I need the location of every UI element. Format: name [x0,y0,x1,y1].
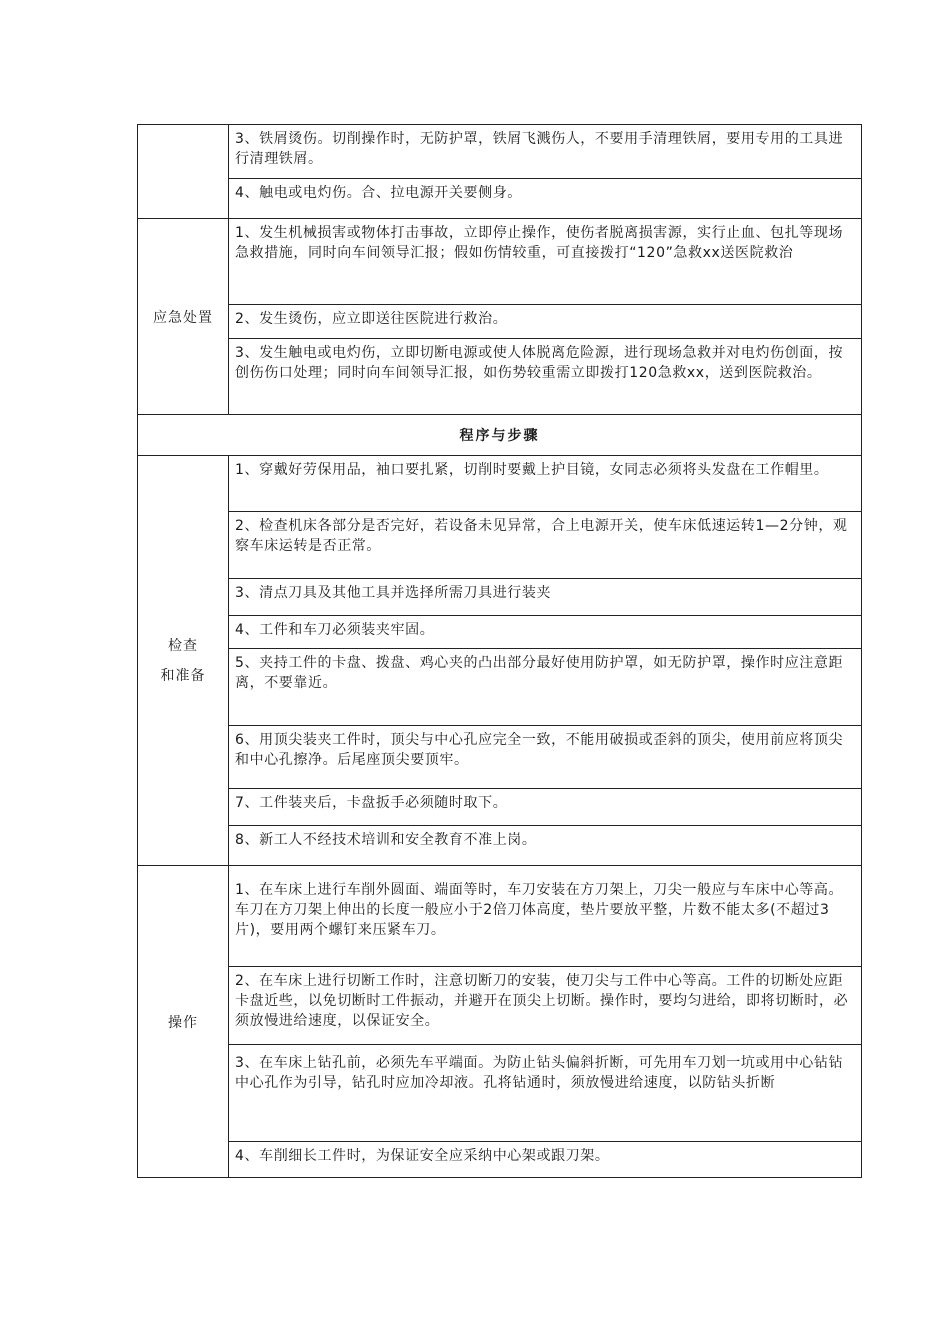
operation-item-3: 3、在车床上钻孔前，必须先车平端面。为防止钻头偏斜折断，可先用车刀划一坑或用中心钻钻中心孔作为引导，钻孔时应加冷却液。孔将钻通时，须放慢进给速度，以防钻头折断 [229,1045,862,1142]
table-row [138,649,862,726]
emergency-item-1: 1、发生机械损害或物体打击事故，立即停止操作，使伤者脱离损害源，实行止血、包扎等现场急救措施，同时向车间领导汇报；假如伤情较重，可直接拨打“120”急救xx送医院救治 [229,219,862,305]
table-row [138,967,862,1045]
check-item-8: 8、新工人不经技术培训和安全教育不准上岗。 [229,826,862,866]
operation-item-1: 1、在车床上进行车削外圆面、端面等时，车刀安装在方刀架上，刀尖一般应与车床中心等高。车刀在方刀架上伸出的长度一般应小于2倍刀体高度，垫片要放平整，片数不能太多(不超过3片)，要用两个螺钉来压紧车刀。 [229,866,862,967]
hazard-item-4: 4、触电或电灼伤。合、拉电源开关要侧身。 [229,179,862,219]
table-row [138,125,862,179]
table-row [138,415,862,456]
table-row [138,1045,862,1142]
check-item-1: 1、穿戴好劳保用品，袖口要扎紧，切削时要戴上护目镜，女同志必须将头发盘在工作帽里。 [229,456,862,512]
operation-item-4: 4、车削细长工件时，为保证安全应采纳中心架或跟刀架。 [229,1142,862,1178]
section-title: 程序与步骤 [138,415,862,456]
emergency-item-3: 3、发生触电或电灼伤，立即切断电源或使人体脱离危险源，进行现场急救并对电灼伤创面，按创伤伤口处理；同时向车间领导汇报，如伤势较重需立即拨打120急救xx，送到医院救治。 [229,339,862,415]
table-row [138,826,862,866]
check-item-3: 3、清点刀具及其他工具并选择所需刀具进行装夹 [229,579,862,616]
table-row [138,866,862,967]
table-row [138,305,862,339]
check-label-cell [138,456,229,866]
operation-item-2: 2、在车床上进行切断工作时，注意切断刀的安装，使刀尖与工件中心等高。工件的切断处应距卡盘近些，以免切断时工件振动，并避开在顶尖上切断。操作时，要均匀进给，即将切断时，必须放慢进给速度，以保证安全。 [229,967,862,1045]
check-label-line1: 检查 [168,637,198,654]
safety-procedure-table [137,124,862,1178]
table-row [138,726,862,789]
table-row [138,339,862,415]
table-row [138,789,862,826]
check-label-line2: 和准备 [160,667,206,684]
table-row [138,179,862,219]
check-item-2: 2、检查机床各部分是否完好，若设备未见异常，合上电源开关，使车床低速运转1—2分钟，观察车床运转是否正常。 [229,512,862,579]
check-item-7: 7、工件装夹后，卡盘扳手必须随时取下。 [229,789,862,826]
continued-label-cell [138,125,229,219]
table-row [138,1142,862,1178]
table-row [138,616,862,649]
check-item-5: 5、夹持工件的卡盘、拨盘、鸡心夹的凸出部分最好使用防护罩，如无防护罩，操作时应注意距离，不要靠近。 [229,649,862,726]
table-row [138,512,862,579]
check-item-6: 6、用顶尖装夹工件时，顶尖与中心孔应完全一致，不能用破损或歪斜的顶尖，使用前应将顶尖和中心孔擦净。后尾座顶尖要顶牢。 [229,726,862,789]
emergency-item-2: 2、发生烫伤，应立即送往医院进行救治。 [229,305,862,339]
table-row [138,219,862,305]
table-row [138,456,862,512]
operation-label: 操作 [138,866,229,1178]
hazard-item-3: 3、铁屑烫伤。切削操作时，无防护罩，铁屑飞溅伤人，不要用手清理铁屑，要用专用的工具进行清理铁屑。 [229,125,862,179]
table-row [138,579,862,616]
emergency-label: 应急处置 [138,219,229,415]
check-item-4: 4、工件和车刀必须装夹牢固。 [229,616,862,649]
